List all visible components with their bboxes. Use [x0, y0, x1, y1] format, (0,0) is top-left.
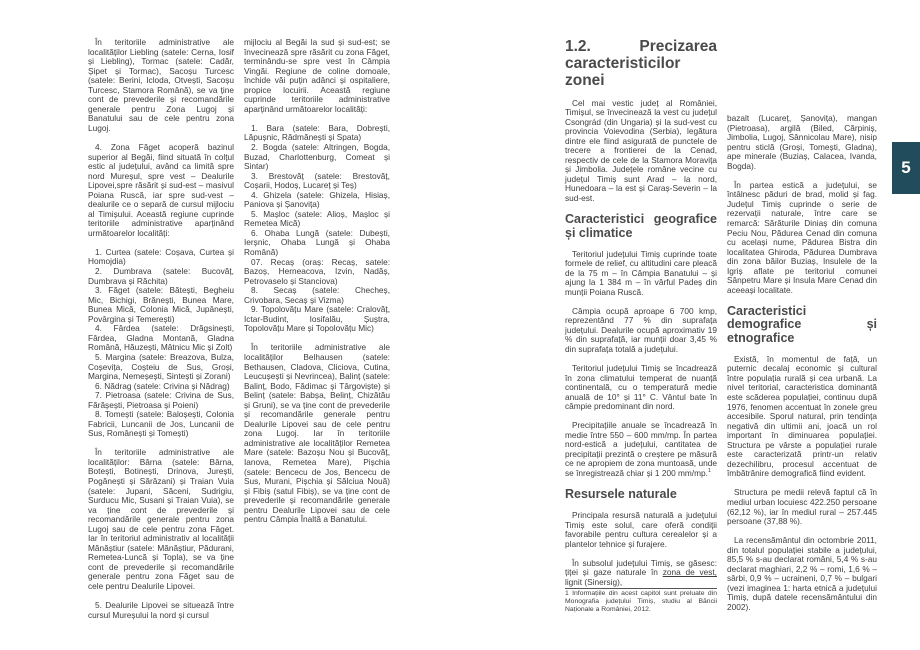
zone-lipova-intro: 5. Dealurile Lipovei se situează între cursul Mureșului la nord și cursul: [88, 600, 234, 620]
list-item: 1. Bara (satele: Bara, Dobrești, Lăpușnic, Rădmănești și Spata): [244, 122, 390, 143]
list-item: 3. Brestovăț (satele: Brestovăț, Coșarii, Hodoș, Lucareț și Teș): [244, 170, 390, 191]
footnote: 1 Informațiile din acest capitol sunt preluate din Monografia județului Timiș, studiu al Băncii Naționale a României, 2012.: [565, 590, 717, 613]
paragraph: Există, în momentul de față, un puternic decalaj economic și cultural între populația rurală și cea urbană. La nivel teritorial, caracteristica dominantă este scăderea populației, continuu după 1976, fenomen accentuat în zonele greu accesibile. Sporul natural, prin tendința negativă din ultimii ani, joacă un rol important în diminuarea populației. Structura pe vârste a populației rurale este caracterizată printr-un relativ dezechilibru, procesul accentuat de îmbătrânire demografică fiind evident.: [727, 353, 877, 479]
paragraph: mijlociu al Begăi la sud și sud-est; se învecinează spre răsărit cu zona Făget, terminându-se spre vest în Câmpia Vingăi. Regiune de coline domoale, închide văi puțin adânci și ospitaliere, propice locuirii. Această regiune cuprinde teritoriile administrative aparținând următoarelor localități:: [244, 37, 390, 114]
list-item: 5. Mașloc (satele: Alioș, Mașloc și Remetea Mică): [244, 208, 390, 229]
heading-demography: Caracteristici demografice și etnografice: [727, 303, 877, 345]
list-item: 2. Bogda (satele: Altringen, Bogda, Buzad, Charlottenburg, Comeat și Sintar): [244, 141, 390, 172]
list-item: 9. Topolovățu Mare (satele: Cralovăț, Ictar-Budint, Iosifalău, Șuștra, Topolovățu Mare și Topolovățu Mic): [244, 304, 390, 334]
list-item: 1. Curtea (satele: Coșava, Curtea și Homojdia): [88, 246, 234, 267]
paragraph: [565, 559, 717, 588]
column-4: [727, 114, 877, 622]
column-3: [565, 38, 717, 613]
paragraph: Câmpia ocupă aproape 6 700 kmp, reprezentând 77 % din suprafața județului. Dealurile ocupă aproximativ 19 % din suprafață, iar munții doar 3,45 % din suprafața totală a județului.: [565, 305, 717, 354]
list-item: 4. Fârdea (satele: Drăgsinești, Fârdea, Gladna Montană, Gladna Română, Hăuzești, Mâtnicu Mic și Zolt): [88, 323, 234, 353]
list-item: 2. Dumbrava (satele: Bucovăț, Dumbrava și Răchita): [88, 266, 234, 286]
paragraph: Teritoriul județului Timiș cuprinde toate formele de relief, cu altitudini care pleacă de la 75 m – în Câmpia Banatului – și ajung la 1 384 m – în vârful Padeș din munții Poiana Ruscă.: [565, 248, 717, 297]
column-2: [244, 38, 390, 534]
list-item: 4. Ghizela (satele: Ghizela, Hisiaș, Paniova și Șanovița): [244, 189, 390, 210]
list-item: 07. Recaș (oraș: Recaș, satele: Bazoș, Herneacova, Izvin, Nadăș, Petrovaselo și Stanciova): [244, 256, 390, 286]
section-title: 1.2. Precizarea caracteristicilor zonei: [565, 38, 717, 89]
heading-geography: Caracteristici geografice și climatice: [565, 212, 717, 240]
list-item: 3. Făget (satele: Bătești, Begheiu Mic, Bichigi, Brănești, Bunea Mare, Bunea Mică, Colonia Mică, Jupânești, Povârgina și Temerești): [88, 285, 234, 324]
paragraph: [565, 421, 717, 478]
paragraph: În teritoriile administrative ale localităților Liebling (satele: Cerna, Iosif și Liebling), Tormac (satele: Cadăr, Șipet și Tormac), Sacoșu Turcesc (satele: Berini, Icloda, Otvești, Sacoșu Turcesc, Stamora Română), se va ține cont de prevederile și recomandările generale pentru Zona Lugoj și Banatului sau de cele pentru zona Lugoj.: [88, 37, 234, 133]
footnote-mark: 1: [707, 468, 712, 475]
list-item: 5. Margina (satele: Breazova, Bulza, Coșevița, Coșteiu de Sus, Groși, Margina, Nemeșești, Sintești și Zorani): [88, 351, 234, 382]
paragraph: Structura pe medii relevă faptul că în mediul urban locuiesc 422.250 persoane (62,12 %), iar în mediul rural – 257.445 persoane (37,88 %).: [727, 487, 877, 527]
paragraph: bazalt (Lucareț, Șanovița), mangan (Pietroasa), argilă (Biled, Cărpiniș, Jimbolia, Lugoj, Sânnicolau Mare), nisip pentru sticlă (Groși, Tomești, Gladna), ape minerale (Buziaș, Calacea, Ivanda, Bogda).: [727, 113, 877, 171]
paragraph: Principala resursă naturală a județului Timiș este solul, care oferă condiții favorabile pentru cultura cerealelor și a plantelor tehnice și furajere.: [565, 510, 717, 549]
underlined-text: zona de vest,: [662, 567, 717, 578]
chapter-tab: 5: [892, 142, 920, 194]
list-item: 8. Tomești (satele: Baloșești, Colonia Fabricii, Luncanii de Jos, Luncanii de Sus, Românești și Tomești): [88, 409, 234, 439]
paragraph: În partea estică a județului, se întâlnesc păduri de brad, molid și fag. Județul Timiș cuprinde o serie de rezervații naturale, între care se remarcă: Sărăturile Diniaș din comuna Peciu Nou, Pădurea Cenad din comuna cu același nume, Pădurea Bistra din localitatea Ghiroda, Pădurea Dumbrava din zona băilor Buziaș, Insulele de la Igriș aflate pe teritoriul comunei Sânpetru Mare și Insula Mare Cenad din aceeași localitate.: [727, 179, 877, 295]
paragraph: Cel mai vestic județ al României, Timișul, se învecinează la vest cu județul Csongrád (din Ungaria) și la sud-vest cu provincia Voievodina (Serbia), legătura dintre ele fiind asigurată de punctele de trecere a frontierei de la Cenad, respectiv de cele de la Stamora Moravița și Jimbolia. Județele române vecine cu județul Timiș sunt Arad – la nord, Hunedoara – la est și Caraș-Severin – la sud-est.: [565, 97, 717, 203]
paragraph-text: lignit (Sinersig),: [565, 576, 623, 587]
paragraph: Teritoriul județului Timiș se încadrează în zona climatului temperat de nuanță continentală, cu o temperatură medie anuală de 10° și 11° C. Vântul bate în câmpie predominant din nord.: [565, 362, 717, 412]
paragraph: La recensământul din octombrie 2011, din totalul populației stabile a județului, 85,5 % s-au declarat români, 5,4 % s-au declarat maghiari, 2,2 % – romi, 1,6 % – sârbi, 0,9 % – ucraineni, 0,7 % – bulgari (vezi imaginea 1: harta etnică a județului Timiș, după datele recensământului din 2002).: [727, 535, 877, 612]
paragraph: În teritoriile administrative ale localităților Belhausen (satele: Bethausen, Cladova, Cliciova, Cutina, Leucușești și Nevrincea), Balinț (satele: Balinț, Bodo, Fădimac și Târgoviște) și Belinț (satele: Babșa, Belinț, Chizătău și Gruni), se va ține cont de prevederile și recomandările generale pentru Dealurile Lipovei sau de cele pentru zona Lugoj. Iar în teritoriile administrative ale localităților Remetea Mare (satele: Bazoșu Nou și Bucovăț, Ianova, Remetea Mare), Pișchia (satele: Bencecu de Jos, Bencecu de Sus, Murani, Pișchia și Sălciua Nouă) și Fibiș (satul Fibiș), se va ține cont de prevederile și recomandările generale pentru Dealurile Lipovei sau de cele pentru Câmpia Înaltă a Banatului.: [244, 342, 390, 525]
paragraph: În teritoriile administrative ale localităților: Bârna (satele: Bârna, Botești, Botinești, Drinova, Jurești, Pogănești și Sărăzani) și Traian Vuia (satele: Jupani, Săceni, Sudrigiu, Surducu Mic, Susani și Traian Vuia), se va ține cont de prevederile și recomandările generale pentru zona Lugoj sau de cele pentru zona Făget. Iar în teritoriul administrativ al localității Mănăștiur (satele: Mănăștiur, Pădurani, Remetea-Luncă și Topla), se va ține cont de prevederile și recomandările generale pentru zona Făget sau de cele pentru Dealurile Lipovei.: [88, 447, 234, 592]
list-item: 8. Secaș (satele: Checheș, Crivobara, Secaș și Vizma): [244, 285, 390, 305]
column-1: [88, 38, 234, 630]
list-item: 6. Nădrag (satele: Crivina și Nădrag): [95, 380, 230, 391]
heading-resources: Resursele naturale: [565, 487, 677, 501]
paragraph-text: Precipitațiile anuale se încadrează în medie între 550 – 600 mm/mp. În partea nord-estică a județului, cantitatea de precipitații prezintă o creștere pe măsură ce ne apropiem de zona muntoasă, unde se înregistrează chiar și 1 200 mm/mp.: [565, 420, 717, 478]
zone-faget-intro: 4. Zona Făget acoperă bazinul superior al Begăi, fiind situată în colțul estic al județului, având ca limită spre nord Mureșul, spre vest – Dealurile Lipovei,spre răsărit și sud-est – masivul Poiana Ruscă, iar spre sud-vest – dealurile ce o separă de cursul mijlociu al Timișului. Această regiune cuprinde teritoriile administrative aparținând următoarelor localități:: [88, 141, 234, 238]
list-item: 6. Ohaba Lungă (satele: Dubești, Ierșnic, Ohaba Lungă și Ohaba Română): [244, 227, 390, 257]
list-item: 7. Pietroasa (satele: Crivina de Sus, Fărășești, Pietroasa și Poieni): [88, 390, 234, 410]
paragraph-text: În subsolul județului Timiș, se găsesc: țiței și gaze naturale în: [565, 557, 717, 578]
